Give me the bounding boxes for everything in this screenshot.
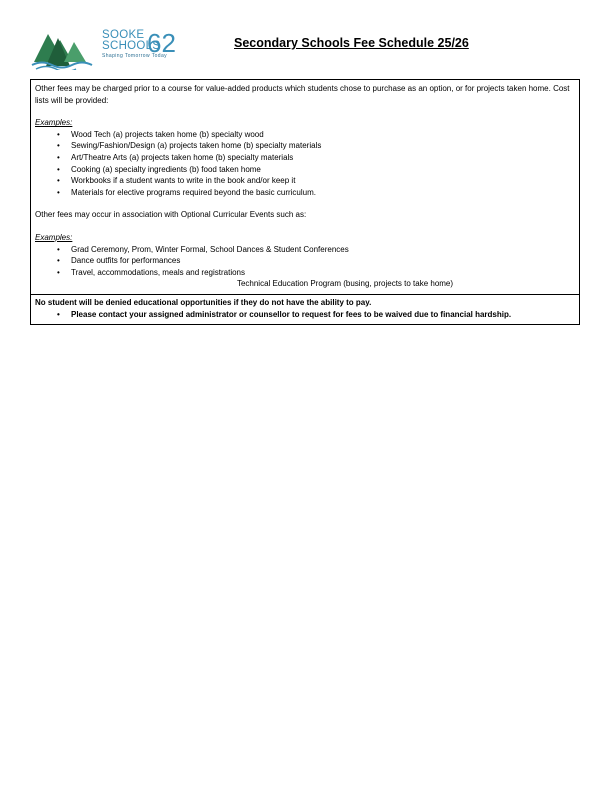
list-item: • Dance outfits for performances xyxy=(35,255,575,267)
list-item: • Cooking (a) specialty ingredients (b) food taken home xyxy=(35,164,575,176)
list-item: • Art/Theatre Arts (a) projects taken home (b) specialty materials xyxy=(35,152,575,164)
logo-line2: SCHOOLS xyxy=(102,40,161,52)
intro-paragraph-2: Other fees may occur in association with Optional Curricular Events such as: xyxy=(35,210,307,220)
examples-list-1 xyxy=(35,129,575,199)
list-item: • Travel, accommodations, meals and registrations xyxy=(35,267,575,279)
examples-label-1: Examples: xyxy=(35,118,73,128)
logo-text xyxy=(102,28,176,59)
list-item: • Workbooks if a student wants to write in the book and/or keep it xyxy=(35,175,575,187)
list-item: • Materials for elective programs required beyond the basic curriculum. xyxy=(35,187,575,199)
notice-bullet: • Please contact your assigned administrator or counsellor to request for fees to be waived due to financial hardship. xyxy=(35,309,575,321)
page-title: Secondary Schools Fee Schedule 25/26 xyxy=(234,36,469,50)
examples-label-2: Examples: xyxy=(35,232,73,242)
district-logo xyxy=(30,24,190,70)
fee-info-section xyxy=(31,80,579,294)
fee-info-box xyxy=(30,79,580,325)
intro-paragraph: Other fees may be charged prior to a course for value-added products which students chose to purchase as an option, or for projects taken home. Cost lists will be provided: xyxy=(35,84,570,105)
tree-mountain-logo-icon xyxy=(30,24,100,70)
centered-line: Technical Education Program (busing, projects to take home) xyxy=(236,279,454,289)
notice-text: No student will be denied educational opportunities if they do not have the ability to pay. xyxy=(35,297,372,307)
logo-tagline: Shaping Tomorrow Today xyxy=(102,53,168,59)
logo-line1: SOOKE xyxy=(102,29,145,41)
notice-section xyxy=(31,294,579,324)
examples-list-2 xyxy=(35,244,575,279)
logo-number: 62 xyxy=(147,28,176,58)
notice-list xyxy=(35,309,575,321)
list-item: • Grad Ceremony, Prom, Winter Formal, School Dances & Student Conferences xyxy=(35,244,575,256)
list-item: • Sewing/Fashion/Design (a) projects taken home (b) specialty materials xyxy=(35,140,575,152)
list-item: • Wood Tech (a) projects taken home (b) specialty wood xyxy=(35,129,575,141)
